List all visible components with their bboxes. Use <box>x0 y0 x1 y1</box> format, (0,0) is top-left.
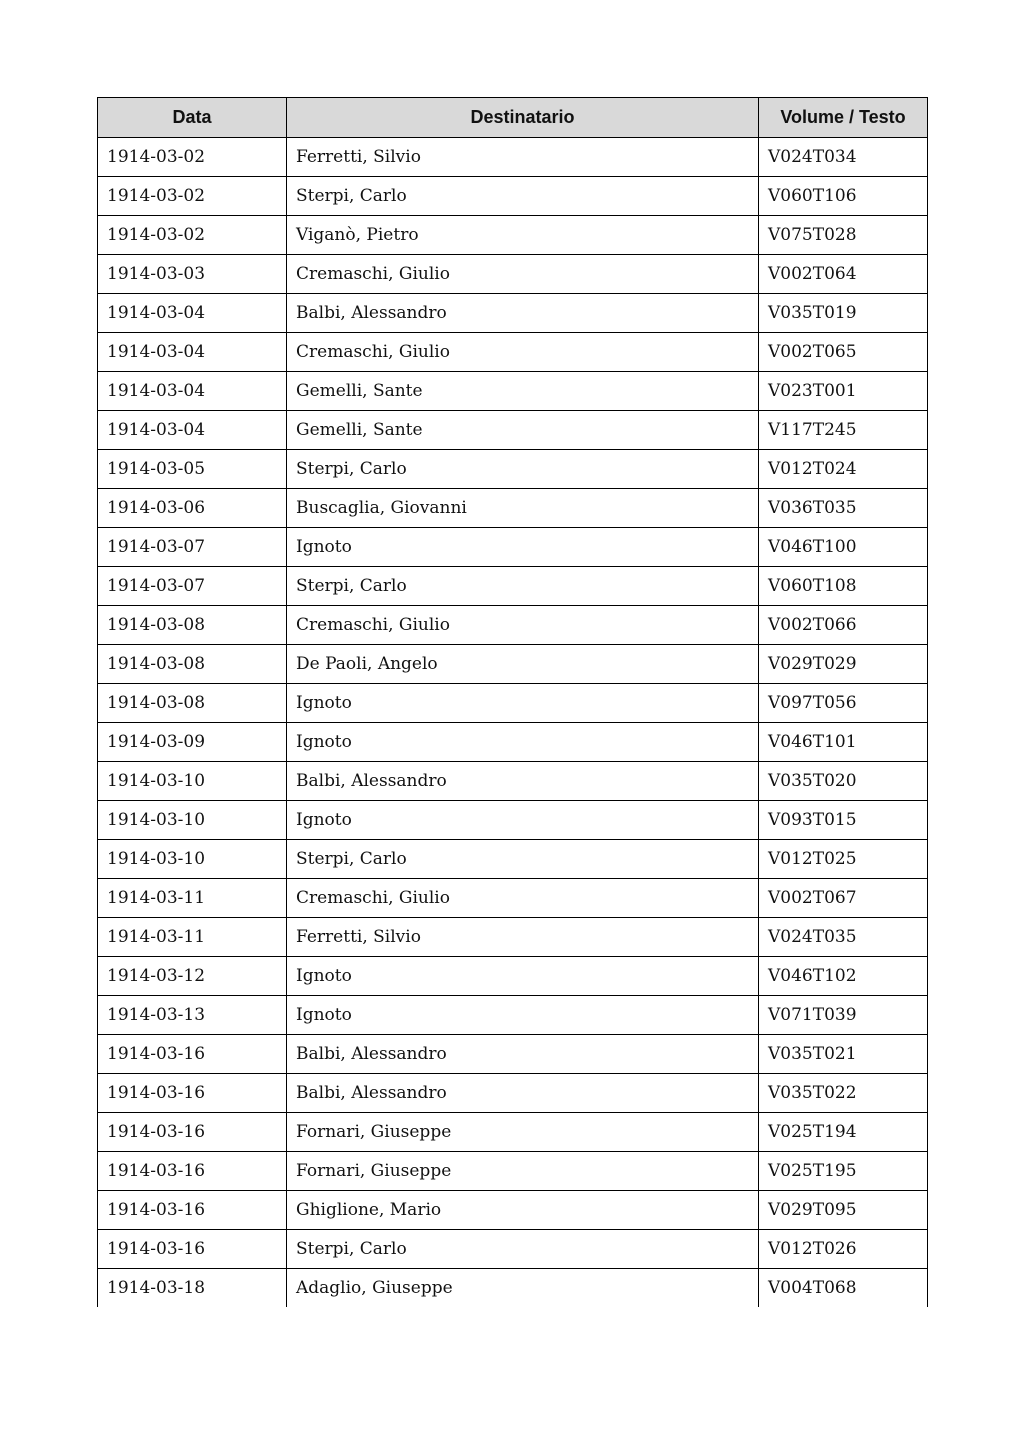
recipient-cell: Ghiglione, Mario <box>287 1191 759 1230</box>
table-row <box>98 1035 928 1074</box>
recipient-cell: Ignoto <box>287 996 759 1035</box>
recipient-cell: Ignoto <box>287 801 759 840</box>
table-row <box>98 489 928 528</box>
volume-text-cell: V035T019 <box>759 294 928 333</box>
table-row <box>98 255 928 294</box>
recipient-cell: Gemelli, Sante <box>287 411 759 450</box>
table-body <box>98 138 928 1308</box>
volume-text-cell: V002T066 <box>759 606 928 645</box>
volume-text-cell: V029T095 <box>759 1191 928 1230</box>
table-row <box>98 684 928 723</box>
recipient-cell: Buscaglia, Giovanni <box>287 489 759 528</box>
volume-text-cell: V025T194 <box>759 1113 928 1152</box>
table-row <box>98 1074 928 1113</box>
recipient-cell: Viganò, Pietro <box>287 216 759 255</box>
date-cell: 1914-03-08 <box>98 606 287 645</box>
volume-text-cell: V075T028 <box>759 216 928 255</box>
recipient-cell: Ignoto <box>287 723 759 762</box>
table-row <box>98 177 928 216</box>
volume-text-cell: V029T029 <box>759 645 928 684</box>
table-row <box>98 294 928 333</box>
recipient-cell: Ferretti, Silvio <box>287 918 759 957</box>
table-row <box>98 645 928 684</box>
recipient-cell: Fornari, Giuseppe <box>287 1152 759 1191</box>
recipient-cell: Cremaschi, Giulio <box>287 606 759 645</box>
volume-text-cell: V035T021 <box>759 1035 928 1074</box>
date-cell: 1914-03-12 <box>98 957 287 996</box>
header-row <box>98 98 928 138</box>
date-cell: 1914-03-08 <box>98 684 287 723</box>
table-row <box>98 411 928 450</box>
date-cell: 1914-03-11 <box>98 918 287 957</box>
date-cell: 1914-03-05 <box>98 450 287 489</box>
table-row <box>98 450 928 489</box>
table-row <box>98 996 928 1035</box>
date-cell: 1914-03-07 <box>98 528 287 567</box>
date-cell: 1914-03-16 <box>98 1191 287 1230</box>
date-cell: 1914-03-02 <box>98 138 287 177</box>
recipient-cell: Sterpi, Carlo <box>287 567 759 606</box>
recipient-cell: Ignoto <box>287 684 759 723</box>
recipient-cell: Balbi, Alessandro <box>287 1074 759 1113</box>
table-row <box>98 372 928 411</box>
date-cell: 1914-03-04 <box>98 372 287 411</box>
column-header-date: Data <box>98 98 287 138</box>
recipient-cell: De Paoli, Angelo <box>287 645 759 684</box>
volume-text-cell: V012T026 <box>759 1230 928 1269</box>
column-header-recipient: Destinatario <box>287 98 759 138</box>
recipient-cell: Cremaschi, Giulio <box>287 255 759 294</box>
volume-text-cell: V004T068 <box>759 1269 928 1308</box>
table-row <box>98 957 928 996</box>
table-row <box>98 606 928 645</box>
table-row <box>98 1269 928 1308</box>
table-row <box>98 138 928 177</box>
table-header <box>98 98 928 138</box>
date-cell: 1914-03-02 <box>98 177 287 216</box>
table-row <box>98 1230 928 1269</box>
recipient-cell: Balbi, Alessandro <box>287 762 759 801</box>
date-cell: 1914-03-09 <box>98 723 287 762</box>
date-cell: 1914-03-04 <box>98 411 287 450</box>
volume-text-cell: V046T102 <box>759 957 928 996</box>
date-cell: 1914-03-06 <box>98 489 287 528</box>
date-cell: 1914-03-02 <box>98 216 287 255</box>
volume-text-cell: V046T100 <box>759 528 928 567</box>
volume-text-cell: V046T101 <box>759 723 928 762</box>
column-header-volume-text: Volume / Testo <box>759 98 928 138</box>
volume-text-cell: V024T035 <box>759 918 928 957</box>
table-row <box>98 333 928 372</box>
recipient-cell: Cremaschi, Giulio <box>287 879 759 918</box>
volume-text-cell: V035T020 <box>759 762 928 801</box>
recipient-cell: Ignoto <box>287 528 759 567</box>
date-cell: 1914-03-10 <box>98 801 287 840</box>
table-row <box>98 918 928 957</box>
recipient-cell: Sterpi, Carlo <box>287 840 759 879</box>
table-row <box>98 1191 928 1230</box>
table-row <box>98 801 928 840</box>
volume-text-cell: V002T067 <box>759 879 928 918</box>
table-row <box>98 1113 928 1152</box>
date-cell: 1914-03-16 <box>98 1152 287 1191</box>
recipient-cell: Sterpi, Carlo <box>287 450 759 489</box>
recipient-cell: Adaglio, Giuseppe <box>287 1269 759 1308</box>
recipient-cell: Sterpi, Carlo <box>287 177 759 216</box>
date-cell: 1914-03-08 <box>98 645 287 684</box>
date-cell: 1914-03-16 <box>98 1074 287 1113</box>
date-cell: 1914-03-16 <box>98 1230 287 1269</box>
recipient-cell: Balbi, Alessandro <box>287 1035 759 1074</box>
table-row <box>98 1152 928 1191</box>
date-cell: 1914-03-10 <box>98 762 287 801</box>
letters-table <box>97 97 928 1307</box>
volume-text-cell: V025T195 <box>759 1152 928 1191</box>
table-row <box>98 216 928 255</box>
date-cell: 1914-03-11 <box>98 879 287 918</box>
date-cell: 1914-03-10 <box>98 840 287 879</box>
recipient-cell: Fornari, Giuseppe <box>287 1113 759 1152</box>
recipient-cell: Cremaschi, Giulio <box>287 333 759 372</box>
table-row <box>98 567 928 606</box>
table-row <box>98 840 928 879</box>
date-cell: 1914-03-07 <box>98 567 287 606</box>
recipient-cell: Gemelli, Sante <box>287 372 759 411</box>
volume-text-cell: V060T108 <box>759 567 928 606</box>
date-cell: 1914-03-03 <box>98 255 287 294</box>
table-row <box>98 762 928 801</box>
recipient-cell: Ignoto <box>287 957 759 996</box>
table-row <box>98 723 928 762</box>
volume-text-cell: V012T024 <box>759 450 928 489</box>
volume-text-cell: V093T015 <box>759 801 928 840</box>
date-cell: 1914-03-04 <box>98 333 287 372</box>
volume-text-cell: V035T022 <box>759 1074 928 1113</box>
date-cell: 1914-03-16 <box>98 1035 287 1074</box>
recipient-cell: Sterpi, Carlo <box>287 1230 759 1269</box>
volume-text-cell: V023T001 <box>759 372 928 411</box>
recipient-cell: Ferretti, Silvio <box>287 138 759 177</box>
volume-text-cell: V117T245 <box>759 411 928 450</box>
volume-text-cell: V071T039 <box>759 996 928 1035</box>
date-cell: 1914-03-16 <box>98 1113 287 1152</box>
volume-text-cell: V002T064 <box>759 255 928 294</box>
table-row <box>98 528 928 567</box>
recipient-cell: Balbi, Alessandro <box>287 294 759 333</box>
date-cell: 1914-03-13 <box>98 996 287 1035</box>
date-cell: 1914-03-04 <box>98 294 287 333</box>
volume-text-cell: V002T065 <box>759 333 928 372</box>
table-row <box>98 879 928 918</box>
volume-text-cell: V097T056 <box>759 684 928 723</box>
date-cell: 1914-03-18 <box>98 1269 287 1308</box>
volume-text-cell: V060T106 <box>759 177 928 216</box>
volume-text-cell: V036T035 <box>759 489 928 528</box>
volume-text-cell: V012T025 <box>759 840 928 879</box>
volume-text-cell: V024T034 <box>759 138 928 177</box>
